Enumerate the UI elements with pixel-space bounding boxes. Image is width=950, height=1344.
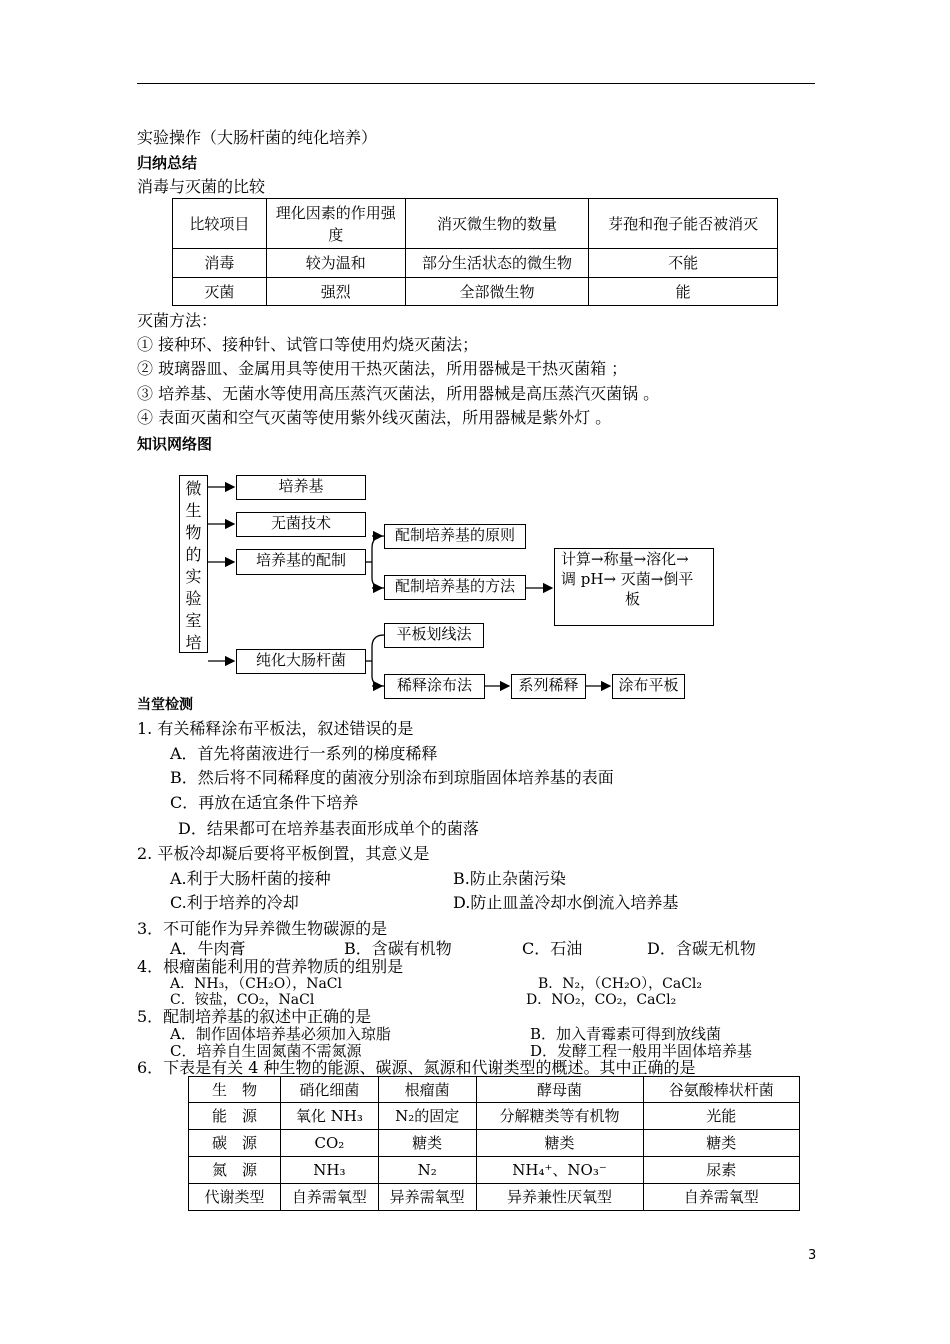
compare-title: 消毒与灭菌的比较 [137,177,266,196]
heading-network: 知识网络图 [137,435,213,453]
node-steps [554,548,714,626]
question-2: 2. 平板冷却凝后要将平板倒置，其意义是 [137,844,430,863]
steps-line: 调 pH→ 灭菌→倒平 [561,570,694,588]
diagram-root [179,475,208,653]
node-purify: 纯化大肠杆菌 [236,649,366,674]
page-number: 3 [808,1248,817,1263]
node-prep-principle: 配制培养基的原则 [384,524,526,549]
table-cell: 碳 源 [189,1130,281,1157]
q5-option-b: B．加入青霉素可得到放线菌 [530,1025,722,1043]
table-cell: 全部微生物 [405,278,589,306]
table-cell: 糖类 [378,1130,476,1157]
table-cell: N₂的固定 [378,1103,476,1130]
table-cell: 灭菌 [173,278,267,306]
question-4: 4．根瘤菌能利用的营养物质的组别是 [137,957,404,976]
node-spread: 稀释涂布法 [384,674,485,699]
heading-summary: 归纳总结 [137,154,198,172]
table-cell: 消毒 [173,249,267,278]
node-prep-method: 配制培养基的方法 [384,575,526,600]
root-char: 室 [185,611,202,630]
question-6: 6．下表是有关 4 种生物的能源、碳源、氮源和代谢类型的概述。其中正确的是 [137,1058,696,1077]
table-cell: 异养兼性厌氧型 [476,1184,643,1211]
table-header-cell: 根瘤菌 [378,1077,476,1103]
table-header-cell: 芽孢和孢子能否被消灭 [589,199,778,249]
root-char: 生 [185,501,202,520]
table-cell: 异养需氧型 [378,1184,476,1211]
table-header-cell: 消灭微生物的数量 [405,199,589,249]
table-cell: NH₃ [280,1157,378,1184]
question-5: 5．配制培养基的叙述中正确的是 [137,1007,372,1026]
q3-option-d: D．含碳无机物 [647,939,756,958]
method-item: ④ 表面灭菌和空气灭菌等使用紫外线灭菌法，所用器械是紫外灯 。 [137,408,612,427]
table-cell: 部分生活状态的微生物 [405,249,589,278]
table-header-cell: 生 物 [189,1077,281,1103]
steps-line: 板 [625,590,641,608]
q1-option-d: D．结果都可在培养基表面形成单个的菌落 [178,819,479,838]
table-cell: 强烈 [266,278,405,306]
table-cell: 能 源 [189,1103,281,1130]
node-dilution: 系列稀释 [511,674,586,699]
q1-option-a: A．首先将菌液进行一系列的梯度稀释 [170,744,438,763]
table-header-cell: 谷氨酸棒状杆菌 [643,1077,799,1103]
node-medium-prep: 培养基的配制 [236,549,366,575]
q5-option-a: A．制作固体培养基必须加入琼脂 [170,1025,391,1043]
root-char: 培 [185,633,202,652]
node-aseptic: 无菌技术 [236,512,366,537]
table-header-cell: 比较项目 [173,199,267,249]
q2-option-b: B.防止杂菌污染 [453,869,566,888]
table-cell: N₂ [378,1157,476,1184]
heading-check: 当堂检测 [137,697,193,713]
q4-option-a: A．NH₃，（CH₂O），NaCl [170,976,342,992]
table-header-cell: 硝化细菌 [280,1077,378,1103]
root-char: 实 [185,567,202,586]
root-char: 微 [185,479,202,498]
root-char: 物 [185,523,202,542]
q3-option-b: B．含碳有机物 [344,939,452,958]
root-char: 的 [185,545,202,564]
q2-option-d: D.防止皿盖冷却水倒流入培养基 [453,893,679,912]
table-cell: 较为温和 [266,249,405,278]
table-header-cell: 理化因素的作用强度 [266,199,405,249]
q1-option-b: B．然后将不同稀释度的菌液分别涂布到琼脂固体培养基的表面 [170,768,614,787]
node-plating: 涂布平板 [612,674,685,699]
table-cell: NH₄⁺、NO₃⁻ [476,1157,643,1184]
q1-option-c: C．再放在适宜条件下培养 [170,793,359,812]
table-cell: 自养需氧型 [280,1184,378,1211]
table-cell: 自养需氧型 [643,1184,799,1211]
table-cell: 糖类 [643,1130,799,1157]
q2-option-c: C.利于培养的冷却 [170,893,299,912]
method-item: ② 玻璃器皿、金属用具等使用干热灭菌法，所用器械是干热灭菌箱 ； [137,359,628,378]
q4-option-b: B．N₂，（CH₂O），CaCl₂ [538,976,703,992]
table-cell: 能 [589,278,778,306]
method-item: ① 接种环、接种针、试管口等使用灼烧灭菌法； [137,335,479,354]
section-experiment: 实验操作（大肠杆菌的纯化培养） [137,128,378,147]
question-3: 3．不可能作为异养微生物碳源的是 [137,919,388,938]
steps-line: 计算→称量→溶化→ [561,550,689,568]
table-cell: 糖类 [476,1130,643,1157]
table-cell: 不能 [589,249,778,278]
table-cell: 分解糖类等有机物 [476,1103,643,1130]
table-cell: CO₂ [280,1130,378,1157]
table-cell: 氧化 NH₃ [280,1103,378,1130]
table-header-cell: 酵母菌 [476,1077,643,1103]
q4-option-d: D．NO₂，CO₂，CaCl₂ [526,992,677,1008]
q3-option-c: C．石油 [522,939,583,958]
q4-option-c: C．铵盐，CO₂，NaCl [170,992,315,1008]
root-char: 验 [185,589,202,608]
q5-option-d: D．发酵工程一般用半固体培养基 [530,1042,753,1060]
node-streak: 平板划线法 [384,623,484,648]
q3-option-a: A．牛肉膏 [170,939,246,958]
question-1: 1. 有关稀释涂布平板法，叙述错误的是 [137,719,414,738]
organism-table [188,1076,800,1211]
table-cell: 代谢类型 [189,1184,281,1211]
node-medium: 培养基 [236,475,366,500]
q2-option-a: A.利于大肠杆菌的接种 [170,869,331,888]
table-cell: 氮 源 [189,1157,281,1184]
table-cell: 尿素 [643,1157,799,1184]
method-item: ③ 培养基、无菌水等使用高压蒸汽灭菌法，所用器械是高压蒸汽灭菌锅 。 [137,384,660,403]
table-cell: 光能 [643,1103,799,1130]
q5-option-c: C．培养自生固氮菌不需氮源 [170,1042,362,1060]
method-title: 灭菌方法： [137,311,218,330]
